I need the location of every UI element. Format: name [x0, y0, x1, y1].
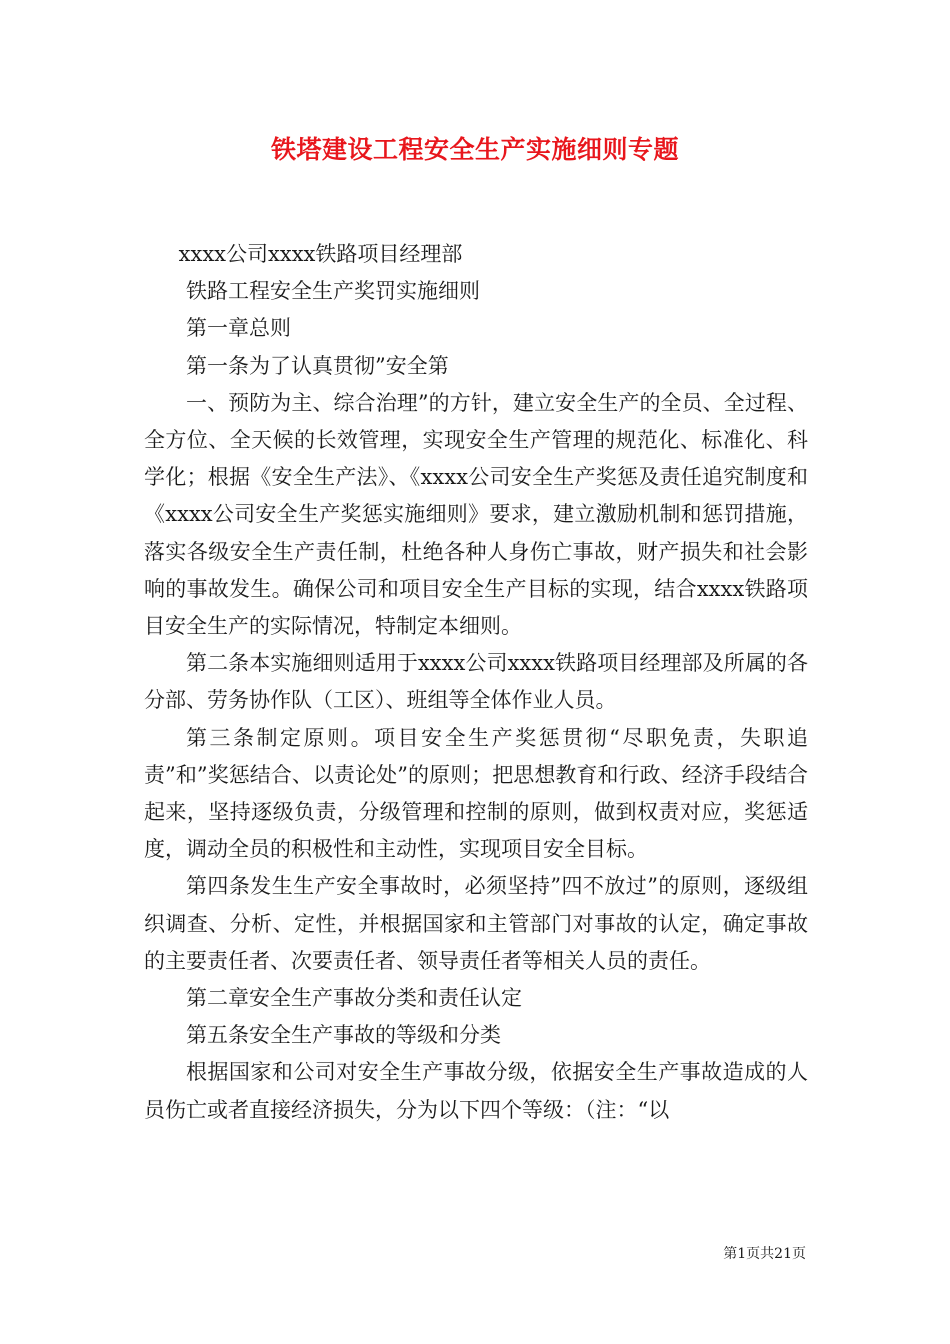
paragraph-article-3: 第三条制定原则。项目安全生产奖惩贯彻“尽职免责，失职追责”和”奖惩结合、以责论处”的原则；把思想教育和行政、经济手段结合起来，坚持逐级负责，分级管理和控制的原则，做到权责对应，奖惩适度，调动全员的积极性和主动性，实现项目安全目标。 — [144, 725, 808, 862]
chapter-heading-1: 第一章总则 — [186, 316, 291, 341]
paragraph-article-1: 一、预防为主、综合治理”的方针，建立安全生产的全员、全过程、全方位、全天候的长效管理，实现安全生产管理的规范化、标准化、科学化；根据《安全生产法》、《xxxx公司安全生产奖惩及责任追究制度和《xxxx公司安全生产奖惩实施细则》要求，建立激励机制和惩罚措施，落实各级安全生产责任制，杜绝各种人身伤亡事故，财产损失和社会影响的事故发生。确保公司和项目安全生产目标的实现，结合xxxx铁路项目安全生产的实际情况，特制定本细则。 — [144, 390, 808, 639]
document-body — [144, 236, 808, 1129]
chapter-heading-2: 第二章安全生产事故分类和责任认定 — [186, 986, 522, 1011]
paragraph-article-2: 第二条本实施细则适用于xxxx公司xxxx铁路项目经理部及所属的各分部、劳务协作队（工区）、班组等全体作业人员。 — [144, 651, 808, 713]
article-1-heading: 第一条为了认真贯彻”安全第 — [186, 353, 449, 378]
article-5-heading: 第五条安全生产事故的等级和分类 — [186, 1023, 501, 1048]
paragraph-rule-name: 铁路工程安全生产奖罚实施细则 — [186, 279, 480, 304]
paragraph-article-5: 根据国家和公司对安全生产事故分级，依据安全生产事故造成的人员伤亡或者直接经济损失，分为以下四个等级：（注：“以 — [144, 1060, 808, 1122]
document-title: 铁塔建设工程安全生产实施细则专题 — [270, 135, 679, 164]
page-number: 第1页共21页 — [723, 1246, 806, 1262]
paragraph-org: xxxx公司xxxx铁路项目经理部 — [178, 242, 463, 266]
paragraph-article-4: 第四条发生生产安全事故时，必须坚持”四不放过”的原则，逐级组织调查、分析、定性，并根据国家和主管部门对事故的认定，确定事故的主要责任者、次要责任者、领导责任者等相关人员的责任。 — [144, 874, 808, 973]
